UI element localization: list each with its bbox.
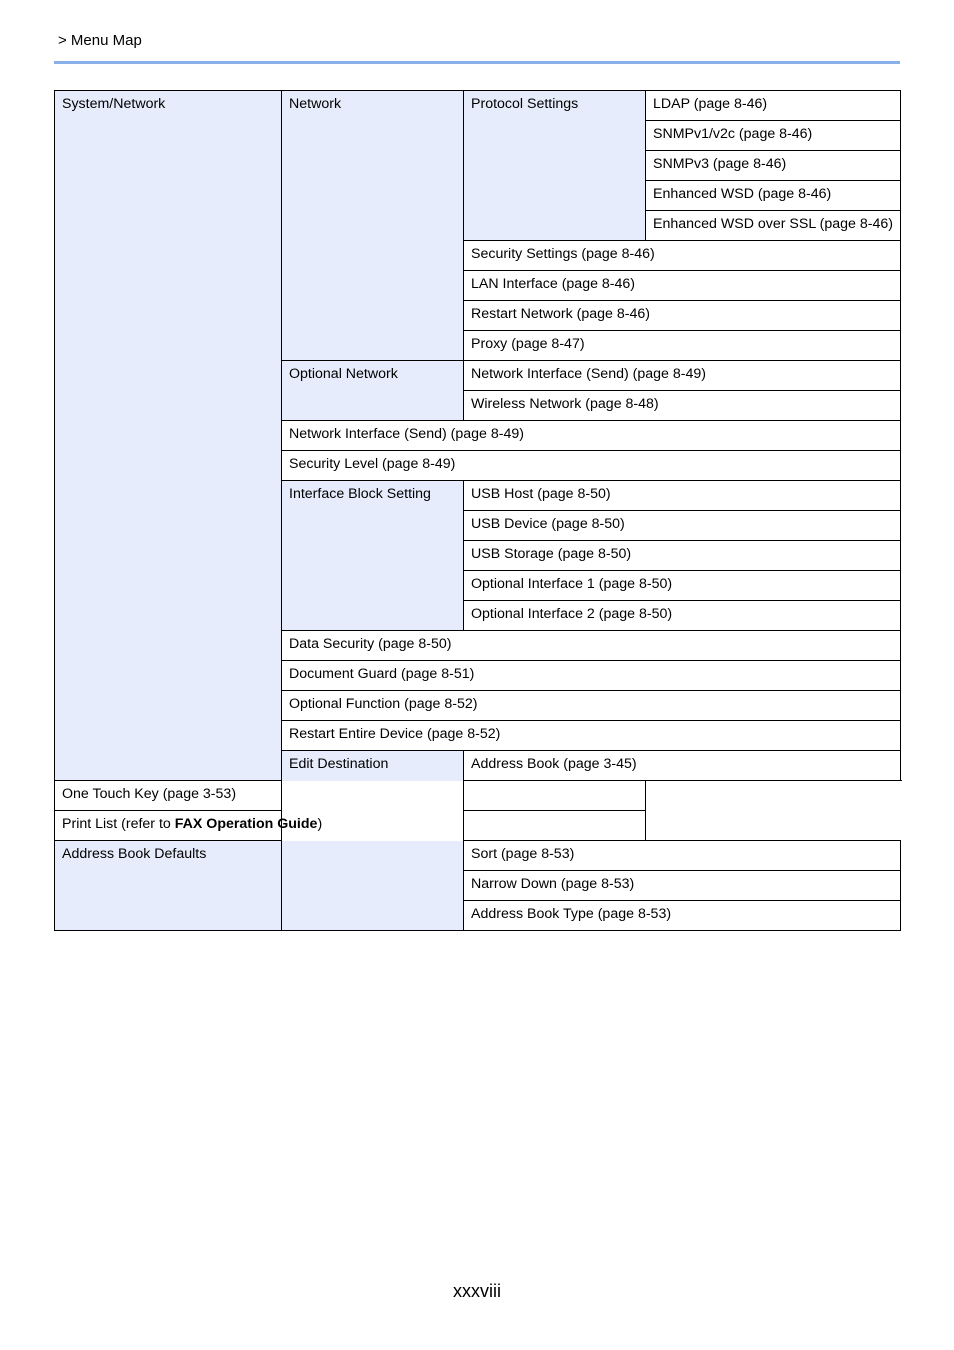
menu-address-book: Address Book (page 3-45)	[464, 751, 901, 781]
menu-document-guard: Document Guard (page 8-51)	[282, 661, 901, 691]
table-row	[55, 841, 901, 871]
print-list-prefix: Print List (refer to	[62, 816, 175, 832]
menu-edit-destination: Edit Destination	[282, 751, 464, 931]
page-number: xxxviii	[453, 1281, 501, 1301]
menu-lan-interface: LAN Interface (page 8-46)	[464, 271, 901, 301]
menu-restart-entire-device: Restart Entire Device (page 8-52)	[282, 721, 901, 751]
table-row	[55, 91, 901, 121]
menu-protocol-settings: Protocol Settings	[464, 91, 646, 241]
menu-network-interface-send-top: Network Interface (Send) (page 8-49)	[282, 421, 901, 451]
menu-usb-host: USB Host (page 8-50)	[464, 481, 901, 511]
menu-interface-block-setting: Interface Block Setting	[282, 481, 464, 631]
menu-map-table	[54, 90, 901, 931]
menu-narrow-down: Narrow Down (page 8-53)	[464, 871, 901, 901]
menu-network: Network	[282, 91, 464, 361]
table-row	[55, 781, 901, 811]
menu-enhanced-wsd: Enhanced WSD (page 8-46)	[646, 181, 901, 211]
menu-security-settings: Security Settings (page 8-46)	[464, 241, 901, 271]
menu-snmpv3: SNMPv3 (page 8-46)	[646, 151, 901, 181]
menu-print-list	[55, 811, 646, 841]
menu-usb-storage: USB Storage (page 8-50)	[464, 541, 901, 571]
breadcrumb: > Menu Map	[58, 32, 142, 49]
menu-optional-function: Optional Function (page 8-52)	[282, 691, 901, 721]
menu-optional-interface-1: Optional Interface 1 (page 8-50)	[464, 571, 901, 601]
menu-optional-interface-2: Optional Interface 2 (page 8-50)	[464, 601, 901, 631]
menu-restart-network: Restart Network (page 8-46)	[464, 301, 901, 331]
menu-ldap: LDAP (page 8-46)	[646, 91, 901, 121]
menu-network-interface-send: Network Interface (Send) (page 8-49)	[464, 361, 901, 391]
table-row	[55, 811, 901, 841]
menu-address-book-defaults: Address Book Defaults	[55, 841, 282, 931]
print-list-suffix: )	[317, 816, 323, 832]
menu-wireless-network: Wireless Network (page 8-48)	[464, 391, 901, 421]
menu-proxy: Proxy (page 8-47)	[464, 331, 901, 361]
menu-security-level: Security Level (page 8-49)	[282, 451, 901, 481]
menu-sort: Sort (page 8-53)	[464, 841, 901, 871]
menu-enhanced-wsd-ssl: Enhanced WSD over SSL (page 8-46)	[646, 211, 901, 241]
menu-snmpv1v2c: SNMPv1/v2c (page 8-46)	[646, 121, 901, 151]
menu-usb-device: USB Device (page 8-50)	[464, 511, 901, 541]
menu-one-touch-key: One Touch Key (page 3-53)	[55, 781, 646, 811]
menu-system-network: System/Network	[55, 91, 282, 781]
menu-address-book-type: Address Book Type (page 8-53)	[464, 901, 901, 931]
fax-operation-guide-ref: FAX Operation Guide	[174, 816, 318, 832]
menu-optional-network: Optional Network	[282, 361, 464, 421]
menu-data-security: Data Security (page 8-50)	[282, 631, 901, 661]
header-divider	[54, 61, 900, 64]
